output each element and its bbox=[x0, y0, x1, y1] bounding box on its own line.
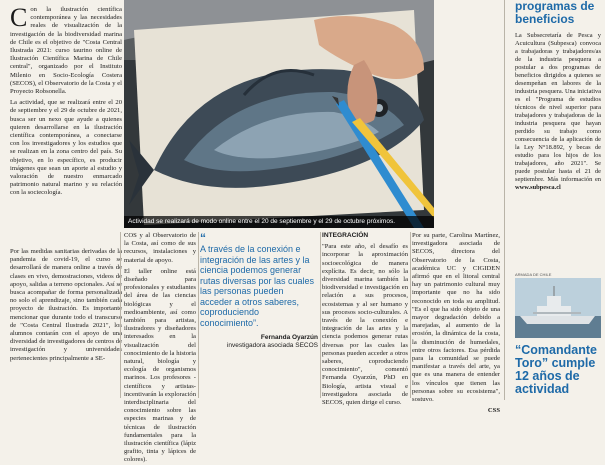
article-paragraph: "Para este año, el desafío es incorporar la aproximación socioecológica de manera explícita. Es decir, no sólo la diversidad marina también la biodiversidad e investigación en relación a sus procesos, ecosistemas y al ser humano y sus procesos socio-culturales. A través de la conexión e integración de las artes y la ciencia podemos generar rutas diversas por las cuales las personas pueden acceder a otros saberes, coproduciendo conocimiento", comentó Fernanda Oyarzún, PhD en Biología, artista visual e investigadora asociada de SECOS, quien dirige el curso. bbox=[322, 243, 408, 407]
quote-mark: “ bbox=[200, 231, 206, 245]
drop-cap: C bbox=[10, 3, 28, 32]
quote-text: A través de la conexión e integración de las artes y la ciencia podemos generar rutas diversas por las cuales las personas pueden acceder a otros saberes, coproduciendo conocimiento”. bbox=[200, 244, 315, 328]
article-column-right bbox=[412, 232, 500, 415]
column-divider bbox=[198, 232, 199, 398]
sidebar-article bbox=[515, 32, 601, 250]
sidebar-article-text: La Subsecretaría de Pesca y Acuicultura (Subpesca) convoca a trabajadoras y trabajadores/as de la industria pesquera a postular a dos programas de beneficios dirigidos a quienes se desempeñan en labores de la industria pesquera. Una iniciativa es el "Programa de estudios técnicos de nivel superior para trabajadores y trabajadoras de la industria pesquera que hayan perdido su trabajo como consecuencia de la aplicación de la Ley N°18.892, y becas de estudio para los hijos de los trabajadores, año 2021". Se puede postular hasta el 21 de septiembre. Más información en bbox=[515, 32, 601, 183]
column-divider bbox=[320, 232, 321, 398]
article-column-left-bottom bbox=[10, 248, 122, 398]
author-signature: CSS bbox=[487, 407, 500, 415]
ship-photo bbox=[515, 278, 601, 338]
article-column-middle bbox=[124, 232, 196, 464]
photo-caption: Actividad se realizará de modo online entre el 20 de septiembre y el 29 de octubre próximos. bbox=[124, 216, 434, 228]
article-paragraph: COS y al Observatorio de la Costa, así como de sus recursos, instalaciones y material de apoyo. bbox=[124, 232, 196, 264]
quote-author-role: investigadora asociada SECOS bbox=[226, 342, 318, 349]
sidebar-headline: programas de beneficios bbox=[515, 0, 595, 26]
column-divider bbox=[120, 232, 121, 398]
sidebar-news bbox=[504, 0, 601, 400]
section-subhead: INTEGRACIÓN bbox=[322, 232, 369, 239]
article-column-left-top bbox=[10, 3, 122, 244]
pull-quote bbox=[200, 232, 318, 400]
article-paragraph: El taller online está diseñado para profesionales y estudiantes del área de las ciencias biológicas y el medioambiente, así como también para artistas, ilustradores y diseñadores interesados en la visualización del conocimiento de la historia natural, biología y ecología de organismos marinos. Los profesores -científicos y artistas- incentivarán la exploración interdisciplinaria del conocimiento sobre las especies marinas y de técnicas de ilustración fundamentales para la ilustración científica (lápiz grafito, tinta y lápices de colores). bbox=[124, 267, 196, 464]
article-lead-text: on la ilustración científica contemporánea y las necesidades reales de visualización de la investigación de la biodiversidad marina de Chile es el objetivo de "Costa Central Ilustrada 2021: curso taurino online de Ilustración Científica Marina de Chile central", organizado por el Instituto Milenio en Socio-Ecología Costera (SECOS), el Observatorio de la Costa y el Proyecto Robsonella. bbox=[10, 6, 122, 96]
column-divider bbox=[410, 232, 411, 398]
article-column-integracion bbox=[322, 232, 408, 407]
ship-photo-credit: ARMADA DE CHILE bbox=[515, 272, 552, 277]
sidebar-headline-second: “Comandante Toro” cumple 12 años de actividad bbox=[515, 343, 597, 396]
quote-author: Fernanda Oyarzún bbox=[260, 334, 318, 341]
article-paragraph: La actividad, que se realizará entre el 20 de septiembre y el 29 de octubre de 2021, busca ser un nexo que ayude a quienes quieren desarrollarse en la ilustración científica contemporánea, a conectarse con los investigadores y los estudios que se realizan en la zona centro del país. Su objetivo, en lo específico, es producir imágenes que sean un aporte al estudio y valoración de nuestro enmarcado patrimonio natural marino y su relación con la sociecología. bbox=[10, 99, 122, 197]
article-photo bbox=[124, 0, 434, 228]
photo-illustration-fish bbox=[124, 0, 434, 228]
ship-illustration bbox=[515, 278, 601, 338]
article-paragraph: Por su parte, Carolina Martínez, investigadora asociada de SECOS, directora del Observatorio de la Costa, académica UC y CIGIDEN afirmó que en el litoral central hay un patrimonio cultural muy importante que no ha sido reconocido en toda su amplitud. "Es el que ha sido objeto de una mayor degradación debido a marejadas, al aumento de la erosión, la dinámica de la costa, la disminución de humedales, entre otros factores. Esa pérdida para la comunidad se puede manifestar a través del arte, ya que es una manera de entender los vínculos que tienen las personas sobre su ecosistema", sostuvo. bbox=[412, 232, 500, 404]
sidebar-url[interactable]: www.subpesca.cl bbox=[515, 184, 561, 191]
article-paragraph: Por las medidas sanitarias derivadas de la pandemia de covid-19, el curso se desarrollará de manera online a través de clases en vivo, demostraciones, videos de apoyo, salidas a terreno opcionales. Así se busca acompañar de forma personalizada no solo el aprendizaje, sino también cada proyecto de ilustración. Es importante mencionar que durante todo el transcurso de "Costa Central Ilustrada 2021", los alumnos contarán con el apoyo de una diversidad de investigadores de centros de investigación y universidades pertenecientes principalmente a SE- bbox=[10, 248, 122, 362]
article-lead-paragraph bbox=[10, 3, 122, 96]
